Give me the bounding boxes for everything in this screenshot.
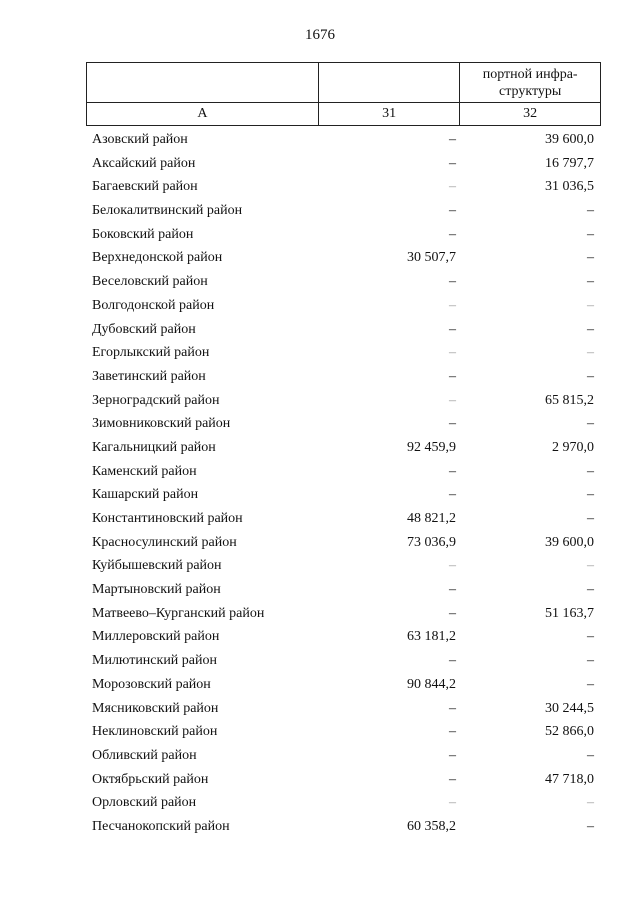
- value-col-32: –: [587, 487, 594, 503]
- header-cell-32: [460, 63, 601, 103]
- value-col-32: –: [587, 345, 594, 361]
- district-name: Матвеево–Курганский район: [92, 605, 265, 621]
- value-col-32: 52 866,0: [545, 724, 594, 740]
- district-name: Обливский район: [92, 747, 197, 763]
- district-name: Мартыновский район: [92, 582, 221, 598]
- header-cell-31: [318, 63, 459, 103]
- value-col-31: –: [449, 179, 456, 195]
- header-cell-name: [87, 63, 319, 103]
- table-row: [92, 436, 602, 460]
- value-col-31: –: [449, 724, 456, 740]
- page-number: 1676: [305, 27, 335, 43]
- table-row: [92, 531, 602, 555]
- value-col-31: –: [449, 747, 456, 763]
- value-col-31: –: [449, 795, 456, 811]
- table-row: [92, 602, 602, 626]
- value-col-31: 48 821,2: [407, 511, 456, 526]
- value-col-31: –: [449, 416, 456, 432]
- district-name: Волгодонской район: [92, 297, 215, 313]
- value-col-31: –: [449, 558, 456, 574]
- value-col-31: –: [449, 487, 456, 503]
- table-row: [92, 365, 602, 389]
- district-name: Аксайский район: [92, 155, 196, 171]
- value-col-32: 39 600,0: [545, 132, 594, 147]
- district-name: Песчанокопский район: [92, 818, 230, 834]
- table-row: [92, 768, 602, 792]
- table-row: [92, 483, 602, 507]
- table-row: [92, 649, 602, 673]
- table-row: [92, 791, 602, 815]
- district-name: Орловский район: [92, 795, 197, 811]
- value-col-31: 92 459,9: [407, 439, 456, 455]
- district-name: Кагальницкий район: [92, 439, 216, 455]
- value-col-31: –: [449, 297, 456, 313]
- value-col-32: –: [587, 274, 594, 290]
- table-row: [92, 270, 602, 294]
- table-row: [92, 554, 602, 578]
- value-col-31: –: [449, 274, 456, 290]
- code-cell-a: А: [87, 103, 319, 126]
- value-col-31: 90 844,2: [407, 676, 456, 692]
- value-col-32: 31 036,5: [545, 179, 594, 195]
- value-col-31: –: [449, 771, 456, 787]
- district-name: Заветинский район: [92, 368, 206, 384]
- value-col-32: –: [587, 653, 594, 669]
- value-col-32: –: [587, 582, 594, 598]
- value-col-31: –: [449, 345, 456, 361]
- value-col-32: 16 797,7: [545, 155, 594, 171]
- district-name: Красносулинский район: [92, 534, 237, 550]
- table-body: [92, 128, 602, 839]
- district-name: Егорлыкский район: [92, 345, 210, 361]
- value-col-31: –: [449, 653, 456, 669]
- value-col-31: –: [449, 582, 456, 598]
- value-col-32: –: [587, 795, 594, 811]
- table-row: [92, 152, 602, 176]
- value-col-31: –: [449, 392, 456, 408]
- value-col-31: –: [449, 203, 456, 219]
- district-name: Куйбышевский район: [92, 558, 222, 574]
- value-col-32: –: [587, 747, 594, 763]
- value-col-31: –: [449, 368, 456, 384]
- district-name: Азовский район: [92, 132, 188, 147]
- table-row: [92, 294, 602, 318]
- value-col-32: –: [587, 416, 594, 432]
- value-col-31: 73 036,9: [407, 534, 456, 550]
- district-name: Миллеровский район: [92, 629, 220, 645]
- value-col-32: –: [587, 511, 594, 526]
- value-col-31: 63 181,2: [407, 629, 456, 645]
- value-col-31: –: [449, 132, 456, 147]
- code-cell-32: 32: [460, 103, 601, 126]
- table-row: [92, 341, 602, 365]
- table-row: [92, 720, 602, 744]
- value-col-32: –: [587, 558, 594, 574]
- table-row: [92, 318, 602, 342]
- value-col-32: –: [587, 226, 594, 242]
- district-name: Кашарский район: [92, 487, 199, 503]
- district-name: Каменский район: [92, 463, 197, 479]
- table-row: [92, 697, 602, 721]
- table-row: [92, 578, 602, 602]
- value-col-32: –: [587, 676, 594, 692]
- table-row: [92, 389, 602, 413]
- district-name: Константиновский район: [92, 511, 243, 526]
- value-col-32: 47 718,0: [545, 771, 594, 787]
- district-name: Неклиновский район: [92, 724, 218, 740]
- district-name: Боковский район: [92, 226, 194, 242]
- table-row: [92, 507, 602, 531]
- value-col-32: 39 600,0: [545, 534, 594, 550]
- header-32-line2: структуры: [499, 83, 562, 99]
- value-col-32: 30 244,5: [545, 700, 594, 716]
- value-col-31: –: [449, 700, 456, 716]
- value-col-32: 2 970,0: [552, 439, 594, 455]
- value-col-31: –: [449, 226, 456, 242]
- district-name: Зерноградский район: [92, 392, 220, 408]
- district-name: Октябрьский район: [92, 771, 209, 787]
- district-name: Дубовский район: [92, 321, 196, 337]
- table-row: [92, 744, 602, 768]
- district-name: Белокалитвинский район: [92, 203, 243, 219]
- value-col-31: –: [449, 605, 456, 621]
- code-cell-31: 31: [318, 103, 459, 126]
- header-32-line1: портной инфра-: [482, 66, 578, 82]
- value-col-32: –: [587, 321, 594, 337]
- value-col-32: –: [587, 629, 594, 645]
- value-col-31: –: [449, 321, 456, 337]
- table-row: [92, 199, 602, 223]
- value-col-31: –: [449, 463, 456, 479]
- district-name: Морозовский район: [92, 676, 211, 692]
- value-col-32: –: [587, 463, 594, 479]
- value-col-32: 51 163,7: [545, 605, 594, 621]
- table-row: [92, 128, 602, 152]
- district-name: Милютинский район: [92, 653, 218, 669]
- table-row: [92, 673, 602, 697]
- table-row: [92, 815, 602, 839]
- table-row: [92, 625, 602, 649]
- value-col-31: 30 507,7: [407, 250, 456, 266]
- table-row: [92, 412, 602, 436]
- value-col-32: –: [587, 368, 594, 384]
- table-header: [86, 62, 601, 126]
- value-col-32: 65 815,2: [545, 392, 594, 408]
- table-row: [92, 175, 602, 199]
- district-name: Веселовский район: [92, 274, 208, 290]
- district-name: Багаевский район: [92, 179, 198, 195]
- district-name: Мясниковский район: [92, 700, 219, 716]
- value-col-32: –: [587, 250, 594, 266]
- table-row: [92, 246, 602, 270]
- table-row: [92, 223, 602, 247]
- value-col-32: –: [587, 203, 594, 219]
- table-row: [92, 460, 602, 484]
- value-col-31: 60 358,2: [407, 818, 456, 834]
- value-col-32: –: [587, 818, 594, 834]
- value-col-32: –: [587, 297, 594, 313]
- value-col-31: –: [449, 155, 456, 171]
- district-name: Верхнедонской район: [92, 250, 223, 266]
- district-name: Зимовниковский район: [92, 416, 231, 432]
